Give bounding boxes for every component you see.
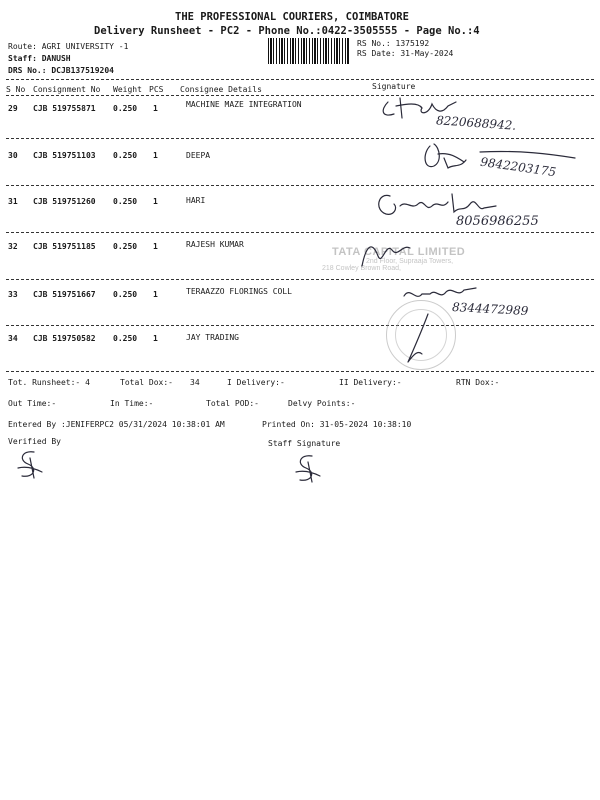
- staff-signature: [290, 452, 326, 486]
- row-consignee: MACHINE MAZE INTEGRATION: [186, 100, 302, 109]
- col-header-pcs: PCS: [149, 85, 164, 94]
- route-label: Route: AGRI UNIVERSITY -1: [8, 42, 129, 51]
- row-pcs: 1: [153, 151, 158, 160]
- handwritten-phone: 8220688942.: [435, 113, 517, 133]
- row-divider: [6, 279, 594, 280]
- signature-scribble: [398, 310, 438, 370]
- tot-runsheet: Tot. Runsheet:- 4: [8, 378, 90, 387]
- divider: [6, 79, 594, 80]
- rs-number: RS No.: 1375192: [357, 39, 430, 48]
- in-time: In Time:-: [110, 399, 154, 408]
- stamp-line: 218 Cowley Brown Road,: [322, 265, 401, 272]
- company-title: THE PROFESSIONAL COURIERS, COIMBATORE: [175, 11, 409, 23]
- row-pcs: 1: [153, 197, 158, 206]
- printed-on: Printed On: 31-05-2024 10:38:10: [262, 420, 412, 429]
- row-consignee: RAJESH KUMAR: [186, 240, 244, 249]
- handwritten-phone: 8056986255: [456, 214, 539, 229]
- row-sno: 32: [8, 242, 18, 251]
- row-consignment: CJB 519751260: [33, 197, 96, 206]
- row-pcs: 1: [153, 290, 158, 299]
- i-delivery: I Delivery:-: [227, 378, 285, 387]
- row-weight: 0.250: [113, 242, 138, 251]
- row-consignment: CJB 519751185: [33, 242, 96, 251]
- total-dox-value: 34: [190, 378, 200, 387]
- verifier-signature: [12, 448, 48, 482]
- row-weight: 0.250: [113, 104, 138, 113]
- col-header-consignment: Consignment No: [33, 85, 101, 94]
- row-consignee: HARI: [186, 196, 206, 205]
- row-weight: 0.250: [113, 151, 138, 160]
- row-weight: 0.250: [113, 290, 138, 299]
- divider: [6, 95, 594, 96]
- staff-signature-label: Staff Signature: [268, 439, 341, 448]
- entered-by: Entered By :JENIFERPC2 05/31/2024 10:38:01 AM: [8, 420, 225, 429]
- row-consignee: JAY TRADING: [186, 333, 239, 342]
- row-weight: 0.250: [113, 334, 138, 343]
- row-consignee: TERAAZZO FLORINGS COLL: [186, 287, 292, 296]
- row-divider: [6, 371, 594, 372]
- ii-delivery: II Delivery:-: [339, 378, 402, 387]
- row-consignment: CJB 519751667: [33, 290, 96, 299]
- row-pcs: 1: [153, 334, 158, 343]
- row-consignment: CJB 519751103: [33, 151, 96, 160]
- row-sno: 31: [8, 197, 18, 206]
- row-divider: [6, 232, 594, 233]
- handwritten-phone: 8344472989: [451, 300, 529, 318]
- col-header-signature: Signature: [372, 82, 416, 91]
- barcode: [268, 38, 350, 64]
- row-sno: 29: [8, 104, 18, 113]
- stamp-name: TATA CAPITAL LIMITED: [332, 246, 466, 258]
- total-dox-label: Total Dox:-: [120, 378, 173, 387]
- stamp-line: 2nd Floor, Supraaja Towers,: [366, 258, 454, 265]
- drs-number: DRS No.: DCJB137519204: [8, 66, 114, 75]
- row-consignment: CJB 519755871: [33, 104, 96, 113]
- runsheet-title: Delivery Runsheet - PC2 - Phone No.:0422-3505555 - Page No.:4: [94, 25, 480, 37]
- col-header-consignee: Consignee Details: [180, 85, 262, 94]
- row-consignment: CJB 519750582: [33, 334, 96, 343]
- verified-by-label: Verified By: [8, 437, 61, 446]
- rtn-dox: RTN Dox:-: [456, 378, 500, 387]
- row-weight: 0.250: [113, 197, 138, 206]
- row-divider: [6, 325, 594, 326]
- row-pcs: 1: [153, 242, 158, 251]
- out-time: Out Time:-: [8, 399, 57, 408]
- row-pcs: 1: [153, 104, 158, 113]
- delvy-points: Delvy Points:-: [288, 399, 356, 408]
- handwritten-phone: 9842203175: [479, 154, 557, 180]
- row-sno: 34: [8, 334, 18, 343]
- total-pod: Total POD:-: [206, 399, 259, 408]
- row-consignee: DEEPA: [186, 151, 211, 160]
- rs-date: RS Date: 31-May-2024: [357, 49, 454, 58]
- row-sno: 30: [8, 151, 18, 160]
- col-header-weight: Weight: [113, 85, 142, 94]
- staff-label: Staff: DANUSH: [8, 54, 71, 63]
- row-sno: 33: [8, 290, 18, 299]
- col-header-sno: S No: [6, 85, 26, 94]
- signature-scribble: [356, 236, 416, 276]
